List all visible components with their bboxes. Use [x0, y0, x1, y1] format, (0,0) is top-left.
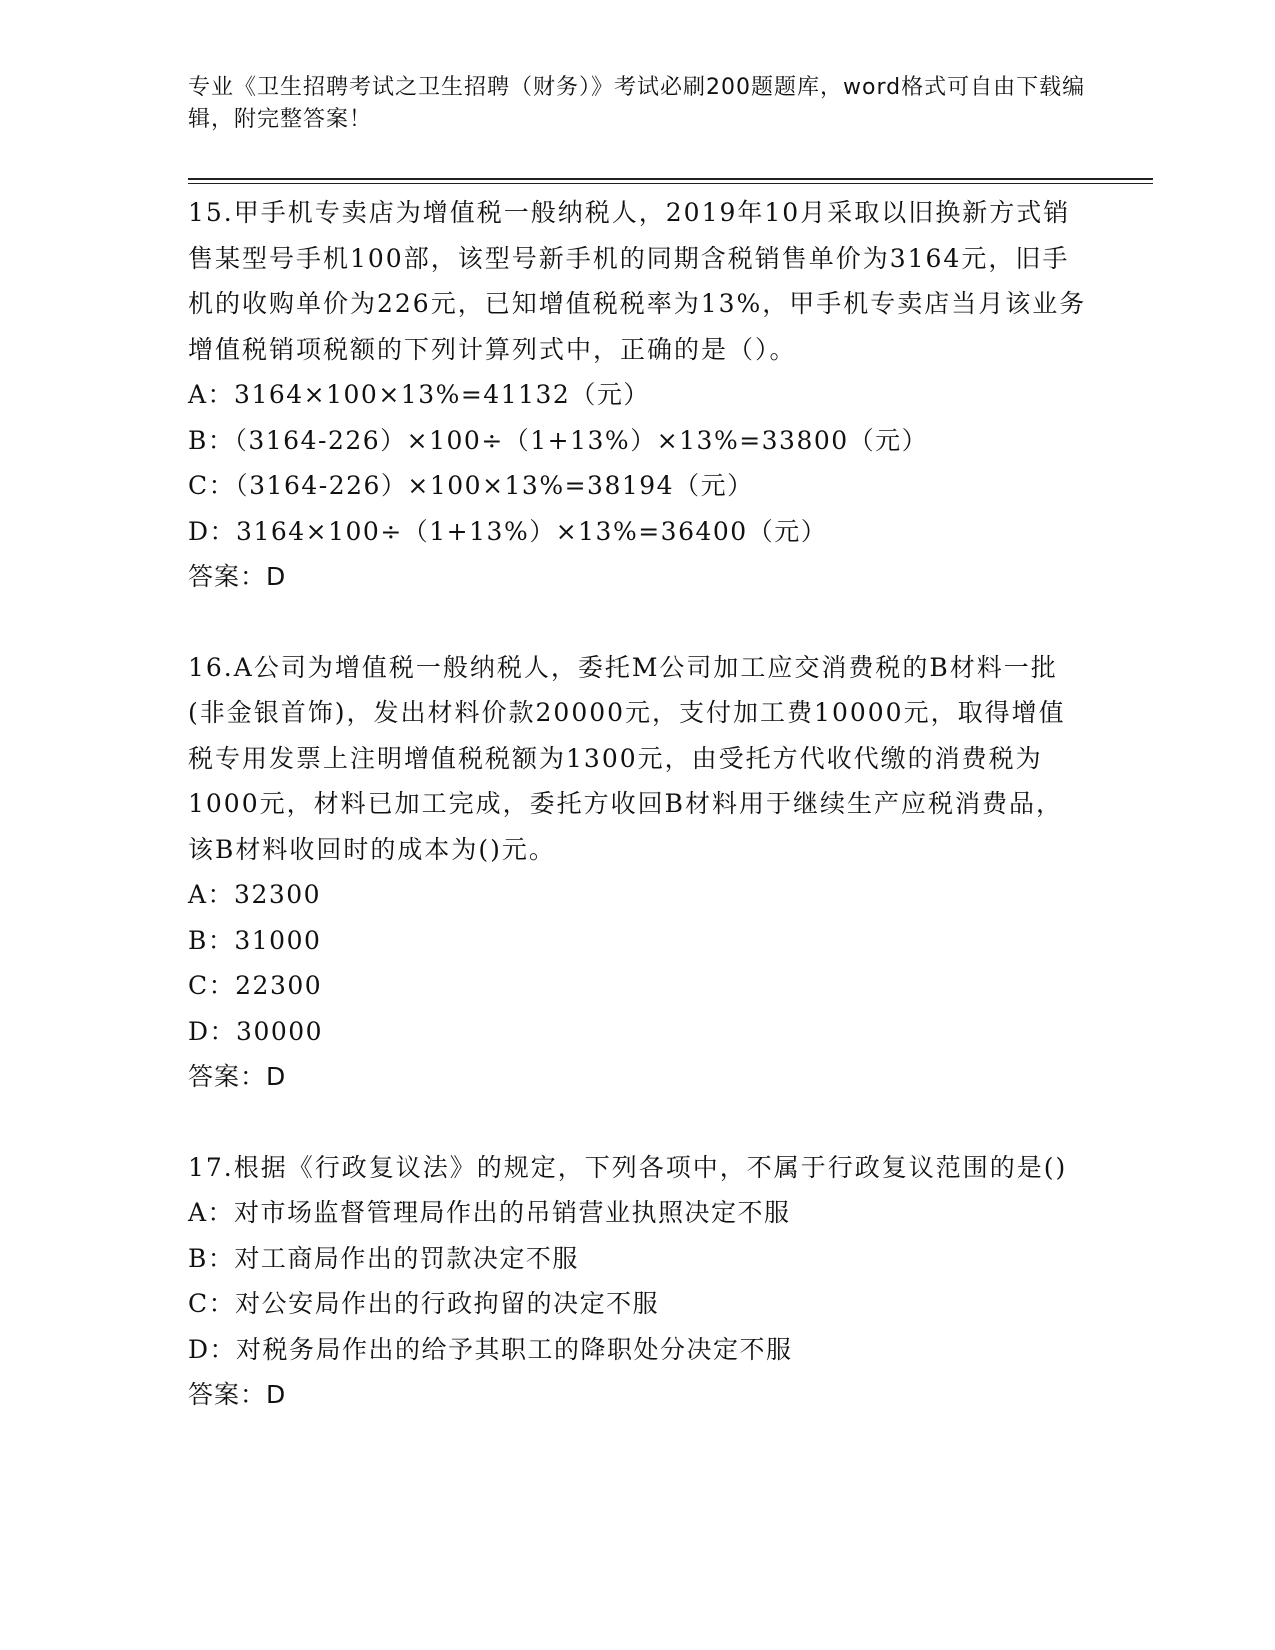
option-c: C：对公安局作出的行政拘留的决定不服 [188, 1289, 660, 1318]
question-15 [188, 190, 1088, 600]
question-text: 16.A公司为增值税一般纳税人，委托M公司加工应交消费税的B材料一批(非金银首饰)，发出材料价款20000元，支付加工费10000元，取得增值税专用发票上注明增值税税额为1300元，由受托方代收代缴的消费税为1000元，材料已加工完成，委托方收回B材料用于继续生产应税消费品，该B材料收回时的成本为()元。 [188, 652, 1066, 864]
option-b: B：（3164-226）×100÷（1+13%）×13%=33800（元） [188, 425, 929, 455]
option-b: B：对工商局作出的罚款决定不服 [188, 1243, 579, 1273]
answer-line: 答案：D [188, 1062, 287, 1091]
option-b: B：31000 [188, 925, 322, 955]
header-divider-thick [188, 178, 1153, 180]
question-spacer [188, 600, 1088, 645]
option-list [188, 1190, 1088, 1372]
question-list [188, 190, 1088, 1418]
question-text: 17.根据《行政复议法》的规定，下列各项中，不属于行政复议范围的是() [188, 1152, 1068, 1182]
option-list [188, 872, 1088, 1054]
header-divider-thin [188, 183, 1153, 184]
question-16 [188, 645, 1088, 1100]
question-17 [188, 1145, 1088, 1418]
question-spacer [188, 1100, 1088, 1145]
answer-line: 答案：D [188, 562, 287, 591]
option-a: A：32300 [188, 880, 322, 909]
option-list [188, 372, 1088, 554]
answer-line: 答案：D [188, 1380, 287, 1409]
document-header: 专业《卫生招聘考试之卫生招聘（财务）》考试必刷200题题库，word格式可自由下载编辑，附完整答案！ [188, 75, 1086, 132]
option-d: D：对税务局作出的给予其职工的降职处分决定不服 [188, 1334, 793, 1364]
option-a: A：对市场监督管理局作出的吊销营业执照决定不服 [188, 1198, 791, 1227]
option-c: C：22300 [188, 971, 323, 1000]
option-c: C：（3164-226）×100×13%=38194（元） [188, 471, 754, 500]
question-text: 15.甲手机专卖店为增值税一般纳税人，2019年10月采取以旧换新方式销售某型号手机100部，该型号新手机的同期含税销售单价为3164元，旧手机的收购单价为226元，已知增值税税率为13%，甲手机专卖店当月该业务增值税销项税额的下列计算列式中，正确的是（）。 [188, 198, 1087, 364]
option-d: D：3164×100÷（1+13%）×13%=36400（元） [188, 516, 828, 546]
option-d: D：30000 [188, 1016, 324, 1046]
option-a: A：3164×100×13%=41132（元） [188, 380, 650, 409]
